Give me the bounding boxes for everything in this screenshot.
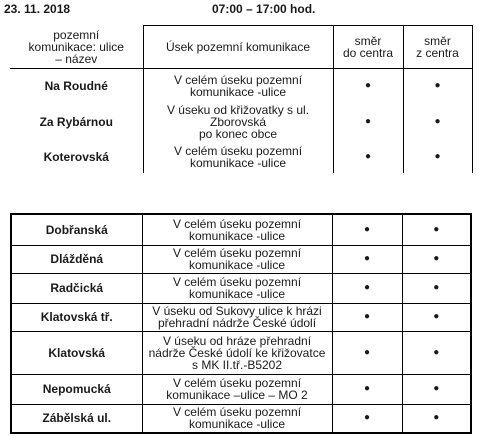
street-name: Za Rybárnou	[10, 103, 143, 141]
to-center-mark: ●	[332, 331, 402, 374]
closure-table-bottom	[10, 213, 472, 434]
street-name: Dlážděná	[11, 245, 142, 273]
from-center-mark: ●	[402, 273, 471, 303]
section-description: V úseku od křižovatky s ul. Zborovská po konec obce	[143, 103, 333, 141]
section-description: V celém úseku pozemní komunikace -ulice	[142, 273, 332, 303]
from-center-mark: ●	[402, 374, 471, 404]
from-center-mark: ●	[402, 404, 471, 433]
street-name: Na Roudné	[10, 69, 143, 103]
header-section: Úsek pozemní komunikace	[143, 26, 333, 69]
section-description: V celém úseku pozemní komunikace -ulice	[142, 214, 332, 245]
from-center-mark: ●	[402, 214, 471, 245]
table-row	[11, 303, 471, 331]
closure-table-top	[10, 25, 473, 173]
time-range-label: 07:00 – 17:00 hod.	[212, 2, 316, 16]
from-center-mark: ●	[403, 141, 472, 173]
section-description: V celém úseku pozemní komunikace –ulice – MO 2	[142, 374, 332, 404]
from-center-mark: ●	[403, 69, 472, 103]
date-label: 23. 11. 2018	[4, 2, 71, 16]
to-center-mark: ●	[332, 374, 402, 404]
to-center-mark: ●	[332, 273, 402, 303]
street-name: Nepomucká	[11, 374, 142, 404]
street-name: Dobřanská	[11, 214, 142, 245]
header-street: pozemní komunikace: ulice – název	[10, 26, 143, 69]
to-center-mark: ●	[332, 245, 402, 273]
to-center-mark: ●	[333, 103, 403, 141]
street-name: Klatovská tř.	[11, 303, 142, 331]
from-center-mark: ●	[402, 245, 471, 273]
table-row	[10, 141, 472, 173]
to-center-mark: ●	[332, 303, 402, 331]
street-name: Klatovská	[11, 331, 142, 374]
table-row	[11, 273, 471, 303]
table-row	[11, 245, 471, 273]
table-header-row	[10, 26, 472, 69]
section-description: V celém úseku pozemní komunikace -ulice	[142, 245, 332, 273]
section-description: V celém úseku pozemní komunikace -ulice	[142, 404, 332, 433]
to-center-mark: ●	[332, 404, 402, 433]
to-center-mark: ●	[333, 141, 403, 173]
table-row	[10, 103, 472, 141]
table-row	[11, 214, 471, 245]
section-description: V celém úseku pozemní komunikace -ulice	[143, 69, 333, 103]
section-description: V celém úseku pozemní komunikace -ulice	[143, 141, 333, 173]
table-row	[11, 374, 471, 404]
header-to-center: směr do centra	[333, 26, 403, 69]
to-center-mark: ●	[332, 214, 402, 245]
street-name: Zábělská ul.	[11, 404, 142, 433]
header-from-center: směr z centra	[403, 26, 472, 69]
table-row	[10, 69, 472, 103]
from-center-mark: ●	[402, 303, 471, 331]
table-row	[11, 331, 471, 374]
from-center-mark: ●	[402, 331, 471, 374]
to-center-mark: ●	[333, 69, 403, 103]
table-row	[11, 404, 471, 433]
street-name: Koterovská	[10, 141, 143, 173]
from-center-mark: ●	[403, 103, 472, 141]
section-description: V úseku od hráze přehradní nádrže České údolí ke křižovatce s MK II.tř.-B5202	[142, 331, 332, 374]
street-name: Radčická	[11, 273, 142, 303]
section-description: V úseku od Sukovy ulice k hrázi přehradní nádrže České údolí	[142, 303, 332, 331]
